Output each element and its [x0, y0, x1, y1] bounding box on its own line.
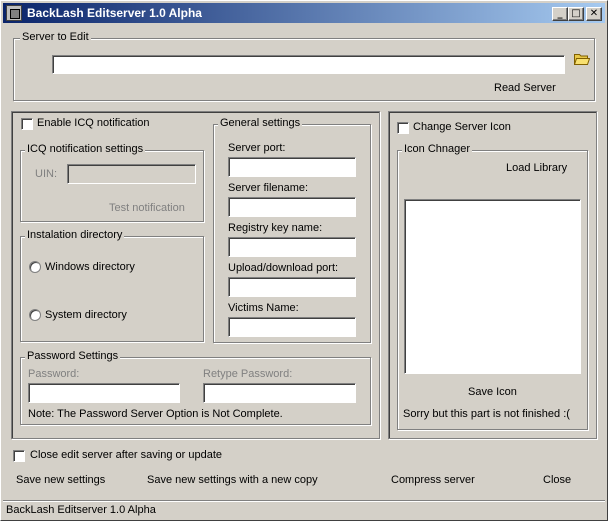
- close-button[interactable]: Close: [543, 474, 572, 486]
- retype-password-label: Retype Password:: [203, 368, 293, 380]
- test-notification-button[interactable]: Test notification: [109, 202, 185, 214]
- enable-icq-label: Enable ICQ notification: [37, 117, 150, 129]
- victims-name-label: Victims Name:: [228, 302, 299, 314]
- server-filename-input[interactable]: [228, 197, 356, 217]
- uin-label: UIN:: [35, 168, 57, 180]
- icon-list-box[interactable]: [404, 199, 581, 374]
- registry-key-input[interactable]: [228, 237, 356, 257]
- close-after-saving-checkbox[interactable]: [13, 450, 25, 462]
- compress-server-button[interactable]: Compress server: [391, 474, 475, 486]
- status-bar: [3, 500, 605, 519]
- server-port-label: Server port:: [228, 142, 286, 154]
- install-directory-group: [20, 229, 204, 342]
- uin-input[interactable]: [67, 164, 196, 184]
- victims-name-input[interactable]: [228, 317, 356, 337]
- icon-panel-note: Sorry but this part is not finished :(: [403, 408, 570, 420]
- server-filename-label: Server filename:: [228, 182, 309, 194]
- system-directory-label: System directory: [45, 309, 127, 321]
- windows-directory-label: Windows directory: [45, 261, 135, 273]
- server-path-input[interactable]: [52, 55, 565, 74]
- load-library-button[interactable]: Load Library: [506, 162, 568, 174]
- folder-open-icon[interactable]: [574, 53, 590, 65]
- install-directory-legend: Instalation directory: [27, 229, 123, 241]
- password-note: Note: The Password Server Option is Not Complete.: [28, 408, 283, 420]
- password-settings-legend: Password Settings: [27, 350, 119, 362]
- read-server-button[interactable]: Read Server: [494, 82, 556, 94]
- icon-changer-legend: Icon Chnager: [404, 143, 471, 155]
- password-input[interactable]: [28, 383, 180, 403]
- upload-download-port-input[interactable]: [228, 277, 356, 297]
- server-port-input[interactable]: [228, 157, 356, 177]
- save-icon-button[interactable]: Save Icon: [468, 386, 517, 398]
- app-icon: [6, 5, 22, 21]
- window-title: BackLash Editserver 1.0 Alpha: [27, 6, 202, 20]
- windows-directory-radio[interactable]: [29, 261, 41, 273]
- close-after-saving-label: Close edit server after saving or update: [30, 449, 222, 461]
- password-label: Password:: [28, 368, 80, 380]
- registry-key-label: Registry key name:: [228, 222, 323, 234]
- server-to-edit-legend: Server to Edit: [22, 31, 89, 43]
- icq-settings-legend: ICQ notification settings: [27, 143, 144, 155]
- save-new-settings-button[interactable]: Save new settings: [16, 474, 106, 486]
- system-directory-radio[interactable]: [29, 309, 41, 321]
- maximize-button[interactable]: □: [568, 7, 584, 21]
- change-server-icon-label: Change Server Icon: [413, 121, 511, 133]
- title-bar[interactable]: [3, 3, 605, 23]
- minimize-button[interactable]: _: [552, 7, 568, 21]
- status-text: BackLash Editserver 1.0 Alpha: [6, 504, 156, 516]
- close-window-button[interactable]: ✕: [586, 7, 602, 21]
- upload-download-port-label: Upload/download port:: [228, 262, 339, 274]
- change-server-icon-checkbox[interactable]: [397, 122, 409, 134]
- enable-icq-checkbox[interactable]: [21, 118, 33, 130]
- general-settings-legend: General settings: [220, 117, 301, 129]
- retype-password-input[interactable]: [203, 383, 356, 403]
- save-new-copy-button[interactable]: Save new settings with a new copy: [147, 474, 318, 486]
